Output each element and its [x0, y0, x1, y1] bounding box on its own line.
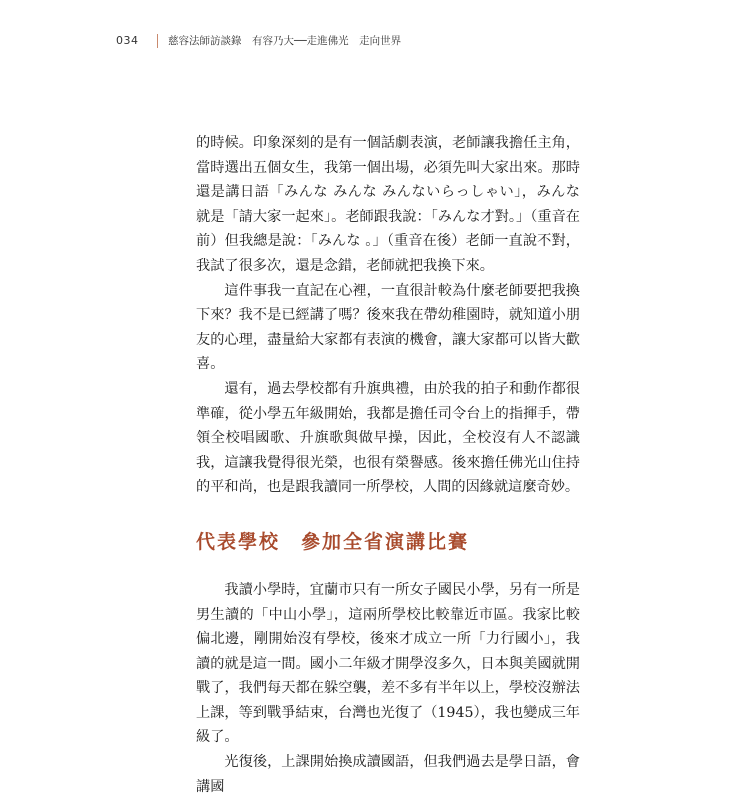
section-heading: 代表學校 參加全省演講比賽	[196, 530, 470, 553]
body-text	[196, 131, 580, 799]
page-number: 034	[116, 34, 139, 47]
header-divider	[157, 34, 158, 48]
paragraph-teacher-memory: 這件事我一直記在心裡，一直很計較為什麼老師要把我換下來？我不是已經講了嗎？後來我在帶幼稚園時，就知道小朋友的心理，盡量給大家都有表演的機會，讓大家都可以皆大歡喜。	[196, 282, 580, 373]
paragraph-flag-ceremony: 還有，過去學校都有升旗典禮，由於我的拍子和動作都很準確，從小學五年級開始，我都是擔任司令台上的指揮手，帶領全校唱國歌、升旗歌與做早操，因此，全校沒有人不認識我，這讓我覺得很光榮，也很有榮譽感。後來擔任佛光山住持的平和尚，也是跟我讀同一所學校，人間的因緣就這麼奇妙。	[196, 380, 580, 496]
paragraph-elementary-school: 我讀小學時，宜蘭市只有一所女子國民小學，另有一所是男生讀的「中山小學」，這兩所學校比較靠近市區。我家比較偏北邊，剛開始沒有學校，後來才成立一所「力行國小」，我讀的就是這一間。國小二年級才開學沒多久，日本與美國就開戰了，我們每天都在躲空襲，差不多有半年以上，學校沒辦法上課，等到戰爭結束，台灣也光復了（1945），我也變成三年級了。	[196, 581, 580, 746]
paragraph-after-liberation: 光復後，上課開始換成讀國語，但我們過去是學日語，會講國	[196, 754, 580, 795]
running-title: 慈容法師訪談錄 有容乃大──走進佛光 走向世界	[168, 35, 402, 47]
paragraph-intro: 的時候。印象深刻的是有一個話劇表演，老師讓我擔任主角，當時選出五個女生，我第一個出場，必須先叫大家出來。那時還是講日語「みんな みんな みんないらっしゃい」，みんな就是「請大家一起來」。老師跟我說：「みんな才對。」（重音在前）但我總是說：「みんな 。」（重音在後）老師一直說不對，我試了很多次，還是念錯，老師就把我換下來。	[196, 135, 580, 274]
page-header	[0, 34, 750, 54]
